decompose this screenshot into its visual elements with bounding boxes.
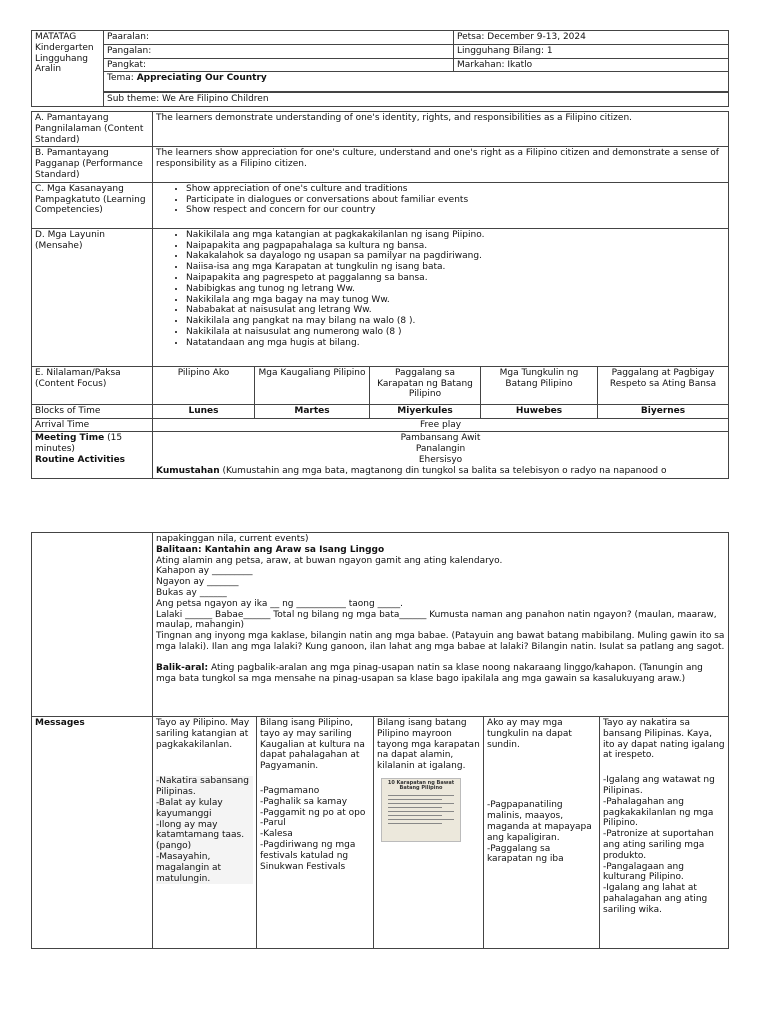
kumustahan-text: (Kumustahin ang mga bata, magtanong din tungkol sa balita sa telebisyon o radyo na napanood o <box>219 465 667 476</box>
subtheme: Sub theme: We Are Filipino Children <box>104 93 729 107</box>
objectives-list <box>156 230 725 349</box>
competencies-list-cell <box>153 182 729 228</box>
empty-label-cell <box>32 533 153 717</box>
objective-item: • Nakakalahok sa dayalogo ng usapan sa pamilyar na pagdiriwang. <box>186 251 725 262</box>
competency-item: • Show appreciation of one's culture and traditions <box>186 184 725 195</box>
balikaral-text: Ating pagbalik-aralan ang mga pinag-usapan natin sa klase noong nakaraang linggo/kahapon. (Tanungin ang mga bata tungkol sa mga mensahe na pinag-usapan sa klase bago ipakilala ang mga gawain sa kasalukuyang araw.) <box>156 662 703 684</box>
content-focus-day: Paggalang sa Karapatan ng Batang Pilipino <box>370 366 481 404</box>
objective-item: • Nakikilala at naisusulat ang numerong walo (8 ) <box>186 327 725 338</box>
day-header: Lunes <box>153 404 255 418</box>
objectives-label: D. Mga Layunin (Mensahe) <box>32 228 153 366</box>
message-detail: -Pangalagaan ang kulturang Pilipino. <box>603 861 684 883</box>
message-intro: Tayo ay nakatira sa bansang Pilipinas. Kaya, ito ay dapat nating igalang at irespeto. <box>603 718 725 761</box>
message-day-miyerkules <box>374 717 484 949</box>
message-detail: -Paggalang sa karapatan ng iba <box>487 843 564 865</box>
objective-item: • Natatandaan ang mga hugis at bilang. <box>186 338 725 349</box>
day-header: Martes <box>255 404 370 418</box>
message-day-martes <box>257 717 374 949</box>
objective-item: • Nababakat at naisusulat ang letrang Ww. <box>186 305 725 316</box>
objective-item: • Naipapakita ang pagrespeto at paggalanng sa bansa. <box>186 273 725 284</box>
message-detail: -Pahalagahan ang pagkakakilanlan ng mga Pilipino. <box>603 796 714 829</box>
message-detail: -Nakatira sabansang Pilipinas. <box>156 776 249 798</box>
petsa-field: Petsa: December 9-13, 2024 <box>454 31 729 45</box>
competencies-list <box>156 184 725 216</box>
message-intro: Bilang isang batang Pilipino mayroon tayong mga karapatan na dapat alamin, kilalanin at igalang. <box>377 718 480 772</box>
message-intro: Ako ay may mga tungkulin na dapat sundin. <box>487 718 572 750</box>
arrival-activity: Free play <box>153 418 729 432</box>
day-header: Huwebes <box>481 404 598 418</box>
message-intro: Bilang isang Pilipino, tayo ay may sariling Kaugalian at kultura na dapat pahalagahan at Pagyamanin. <box>260 718 365 772</box>
poster-title: 10 Karapatan ng Bawat Batang Pilipino <box>387 779 455 792</box>
balitaan-line: Lalaki ______ Babae______ Total ng bilang ng mga bata______ Kumusta naman ang panahon natin ngayon? (maulan, maaraw, maulap, mahangin) <box>156 609 717 631</box>
content-focus-label: E. Nilalaman/Paksa (Content Focus) <box>32 366 153 404</box>
balitaan-line: Ngayon ay _______ <box>156 577 239 588</box>
continuation-content <box>153 533 729 717</box>
meeting-duration: (15 minutes) <box>35 433 123 455</box>
message-day-lunes <box>153 717 257 949</box>
lesson-plan-table <box>31 111 729 479</box>
message-detail: -Masayahin, magalangin at matulungin. <box>156 851 222 884</box>
tema-cell <box>104 72 729 92</box>
objective-item: • Nakikilala ang mga katangian at pagkakakilanlan ng isang Piipino. <box>186 230 725 241</box>
day-header: Biyernes <box>598 404 729 418</box>
messages-label: Messages <box>32 717 153 949</box>
meeting-time-label-cell <box>32 432 153 478</box>
message-intro: Tayo ay Pilipino. May sariling katangian at pagkakakilanlan. <box>156 718 250 750</box>
lingguhang-bilang-field: Lingguhang Bilang: 1 <box>454 44 729 58</box>
content-focus-day: Pilipino Ako <box>153 366 255 404</box>
karapatan-poster-image <box>381 778 461 842</box>
program-label: MATATAG Kindergarten Lingguhang Aralin <box>32 31 104 107</box>
blocks-of-time-label: Blocks of Time <box>32 404 153 418</box>
competencies-label: C. Mga Kasanayang Pampagkatuto (Learning Competencies) <box>32 182 153 228</box>
routine-activities-label: Routine Activities <box>35 454 126 465</box>
message-detail: -Paghalik sa kamay <box>260 796 348 807</box>
objective-item: • Nabibigkas ang tunog ng letrang Ww. <box>186 284 725 295</box>
tema-value: Appreciating Our Country <box>136 73 267 84</box>
current-events-text: napakinggan nila, current events) <box>156 534 309 544</box>
paaralan-field: Paaralan: <box>104 31 454 45</box>
content-standard-label: A. Pamantayang Pangnilalaman (Content Standard) <box>32 112 153 147</box>
message-detail: -Balat ay kulay kayumanggi <box>156 797 223 819</box>
balitaan-line: Bukas ay ______ <box>156 587 227 598</box>
message-detail: -Paggamit ng po at opo <box>260 807 366 818</box>
message-details <box>156 776 253 884</box>
message-detail: -Pagpapanatiling malinis, maayos, maganda at mapayapa ang kapaligiran. <box>487 800 592 843</box>
arrival-time-label: Arrival Time <box>32 418 153 432</box>
routine-item: Panalangin <box>415 444 466 455</box>
kumustahan-label: Kumustahan <box>156 465 220 476</box>
competency-item: • Participate in dialogues or conversations about familiar events <box>186 195 725 206</box>
balikaral-label: Balik-aral: <box>156 662 209 673</box>
meeting-content <box>153 432 729 478</box>
objective-item: • Naiisa-isa ang mga Karapatan at tungkulin ng isang bata. <box>186 262 725 273</box>
balitaan-line: Tingnan ang inyong mga kaklase, bilangin natin ang mga babae. (Patayuin ang bawat batang mabibilang. Muling gawin ito sa mga lalaki). Ilan ang mga lalaki? Kung ganoon, ilan lahat ang mga babae at lalaki? Bilangin natin. Isulat sa patlang ang sagot. <box>156 631 725 652</box>
content-standard-text: The learners demonstrate understanding of one's identity, rights, and responsibilities as a Filipino citizen. <box>153 112 729 147</box>
balitaan-line: Ating alamin ang petsa, araw, at buwan ngayon gamit ang ating kalendaryo. <box>156 555 503 566</box>
meeting-time-label: Meeting Time <box>35 433 105 444</box>
message-detail: -Igalang ang lahat at pahalagahan ang ating sariling wika. <box>603 883 708 915</box>
message-detail: -Igalang ang watawat ng Pilipinas. <box>603 775 715 796</box>
tema-label: Tema: <box>107 73 137 84</box>
message-detail: -Parul <box>260 818 286 829</box>
message-detail: -Ilong ay may katamtamang taas.(pango) <box>156 819 245 852</box>
message-detail: -Pagdiriwang ng mga festivals katulad ng Sinukwan Festivals <box>260 839 356 872</box>
performance-standard-label: B. Pamantayang Pagganap (Performance Standard) <box>32 147 153 182</box>
content-focus-day: Mga Kaugaliang Pilipino <box>255 366 370 404</box>
objective-item: • Nakikilala ang pangkat na may bilang na walo (8 ). <box>186 316 725 327</box>
balitaan-title: Balitaan: Kantahin ang Araw sa Isang Linggo <box>156 544 385 555</box>
pangkat-field: Pangkat: <box>104 58 454 72</box>
message-day-huwebes <box>484 717 600 949</box>
day-header: Miyerkules <box>370 404 481 418</box>
competency-item: • Show respect and concern for our country <box>186 205 725 216</box>
pangalan-field: Pangalan: <box>104 44 454 58</box>
message-detail: -Kalesa <box>260 829 293 840</box>
message-detail: -Pagmamano <box>260 785 320 796</box>
lesson-plan-table-continued <box>31 532 729 949</box>
balitaan-line: Ang petsa ngayon ay ika __ ng ___________ taong _____. <box>156 598 403 609</box>
balitaan-line: Kahapon ay _________ <box>156 566 253 577</box>
content-focus-day: Mga Tungkulin ng Batang Pilipino <box>481 366 598 404</box>
header-table <box>31 30 729 107</box>
message-detail: -Patronize at suportahan ang ating sariling mga produkto. <box>603 829 714 861</box>
markahan-field: Markahan: Ikatlo <box>454 58 729 72</box>
objective-item: • Naipapakita ang pagpapahalaga sa kultura ng bansa. <box>186 241 725 252</box>
objectives-list-cell <box>153 228 729 366</box>
message-day-biyernes <box>600 717 729 949</box>
routine-item: Pambansang Awit <box>400 433 481 444</box>
objective-item: • Nakikilala ang mga bagay na may tunog Ww. <box>186 295 725 306</box>
content-focus-day: Paggalang at Pagbigay Respeto sa Ating Bansa <box>598 366 729 404</box>
performance-standard-text: The learners show appreciation for one's culture, understand and one's right as a Filipino citizen and demonstrate a sense of responsibility as a Filipino citizen. <box>153 147 729 182</box>
routine-item: Ehersisyo <box>418 454 463 465</box>
